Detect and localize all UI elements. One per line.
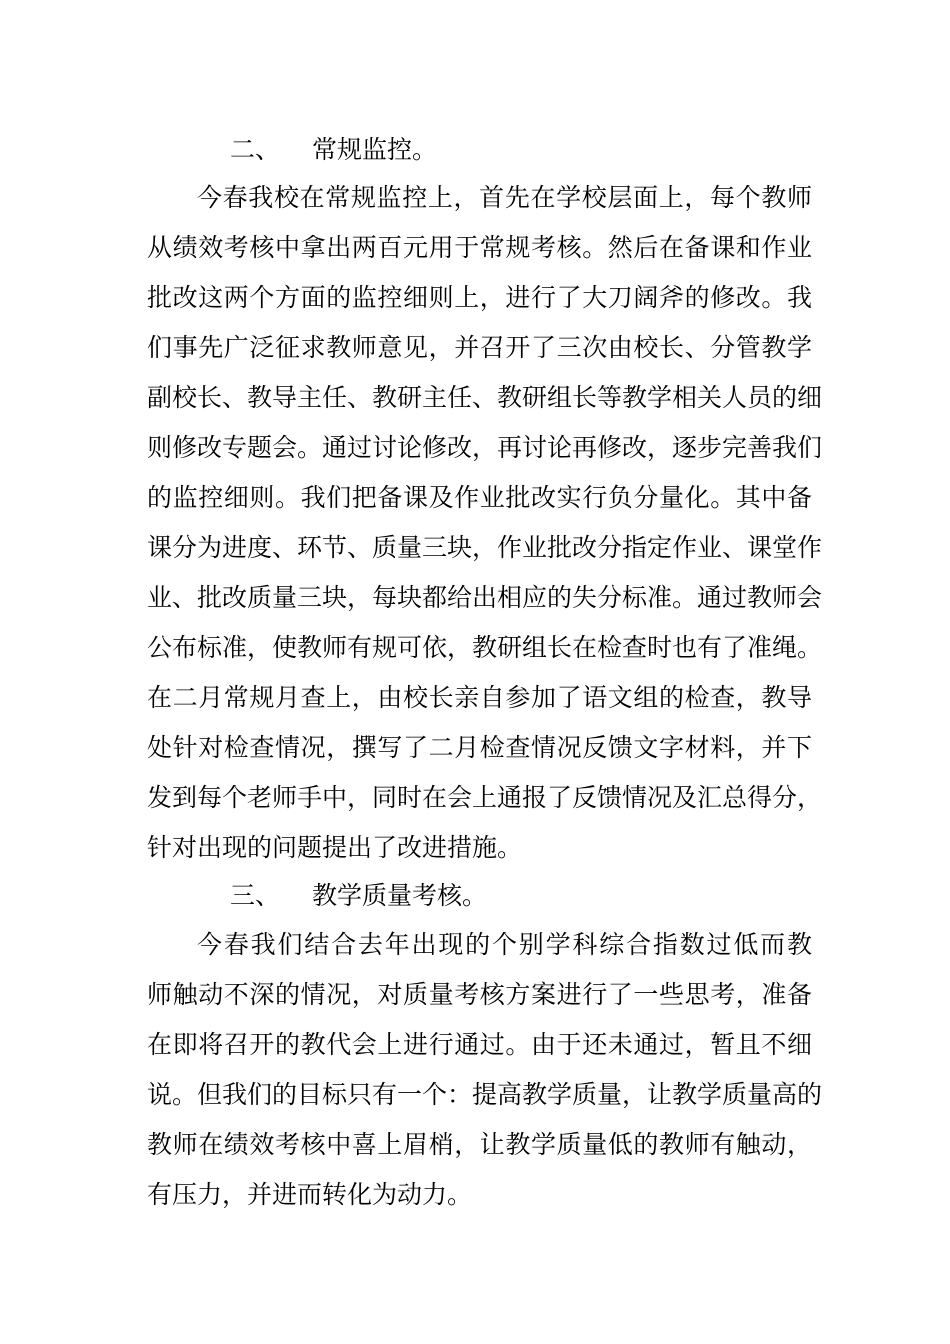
section-2-paragraph (147, 173, 823, 873)
paragraph-line: 针对出现的问题提出了改进措施。 (147, 833, 523, 862)
section-3-number: 三、 (230, 881, 281, 910)
section-3-heading (230, 876, 487, 916)
paragraph-line: 批改这两个方面的监控细则上，进行了大刀阔斧的修改。我 (147, 283, 812, 312)
paragraph-line: 在即将召开的教代会上进行通过。由于还未通过，暂且不细 (147, 1030, 812, 1059)
section-3-title: 教学质量考核。 (312, 881, 488, 910)
paragraph-line: 从绩效考核中拿出两百元用于常规考核。然后在备课和作业 (147, 233, 812, 262)
paragraph-line: 今春我校在常规监控上，首先在学校层面上，每个教师 (197, 183, 812, 212)
paragraph-line: 师触动不深的情况，对质量考核方案进行了一些思考，准备 (147, 980, 812, 1009)
paragraph-line: 处针对检查情况，撰写了二月检查情况反馈文字材料，并下 (147, 733, 812, 762)
paragraph-line: 发到每个老师手中，同时在会上通报了反馈情况及汇总得分， (147, 783, 823, 812)
paragraph-line: 今春我们结合去年出现的个别学科综合指数过低而教 (197, 930, 812, 959)
paragraph-line: 在二月常规月查上，由校长亲自参加了语文组的检查，教导 (147, 683, 812, 712)
paragraph-line: 课分为进度、环节、质量三块，作业批改分指定作业、课堂作 (147, 533, 823, 562)
section-2-heading (230, 130, 437, 170)
paragraph-line: 说。但我们的目标只有一个：提高教学质量，让教学质量高的 (147, 1080, 823, 1109)
paragraph-line: 的监控细则。我们把备课及作业批改实行负分量化。其中备 (147, 483, 812, 512)
paragraph-line: 有压力，并进而转化为动力。 (147, 1180, 473, 1209)
section-2-number: 二、 (230, 135, 281, 164)
section-2-title: 常规监控。 (312, 135, 438, 164)
section-3-paragraph (147, 920, 823, 1220)
paragraph-line: 教师在绩效考核中喜上眉梢，让教学质量低的教师有触动， (147, 1130, 812, 1159)
paragraph-line: 们事先广泛征求教师意见，并召开了三次由校长、分管教学 (147, 333, 812, 362)
paragraph-line: 副校长、教导主任、教研主任、教研组长等教学相关人员的细 (147, 383, 823, 412)
paragraph-line: 公布标准，使教师有规可依，教研组长在检查时也有了准绳。 (147, 633, 823, 662)
paragraph-line: 则修改专题会。通过讨论修改，再讨论再修改，逐步完善我们 (147, 433, 823, 462)
paragraph-line: 业、批改质量三块，每块都给出相应的失分标准。通过教师会 (147, 583, 823, 612)
